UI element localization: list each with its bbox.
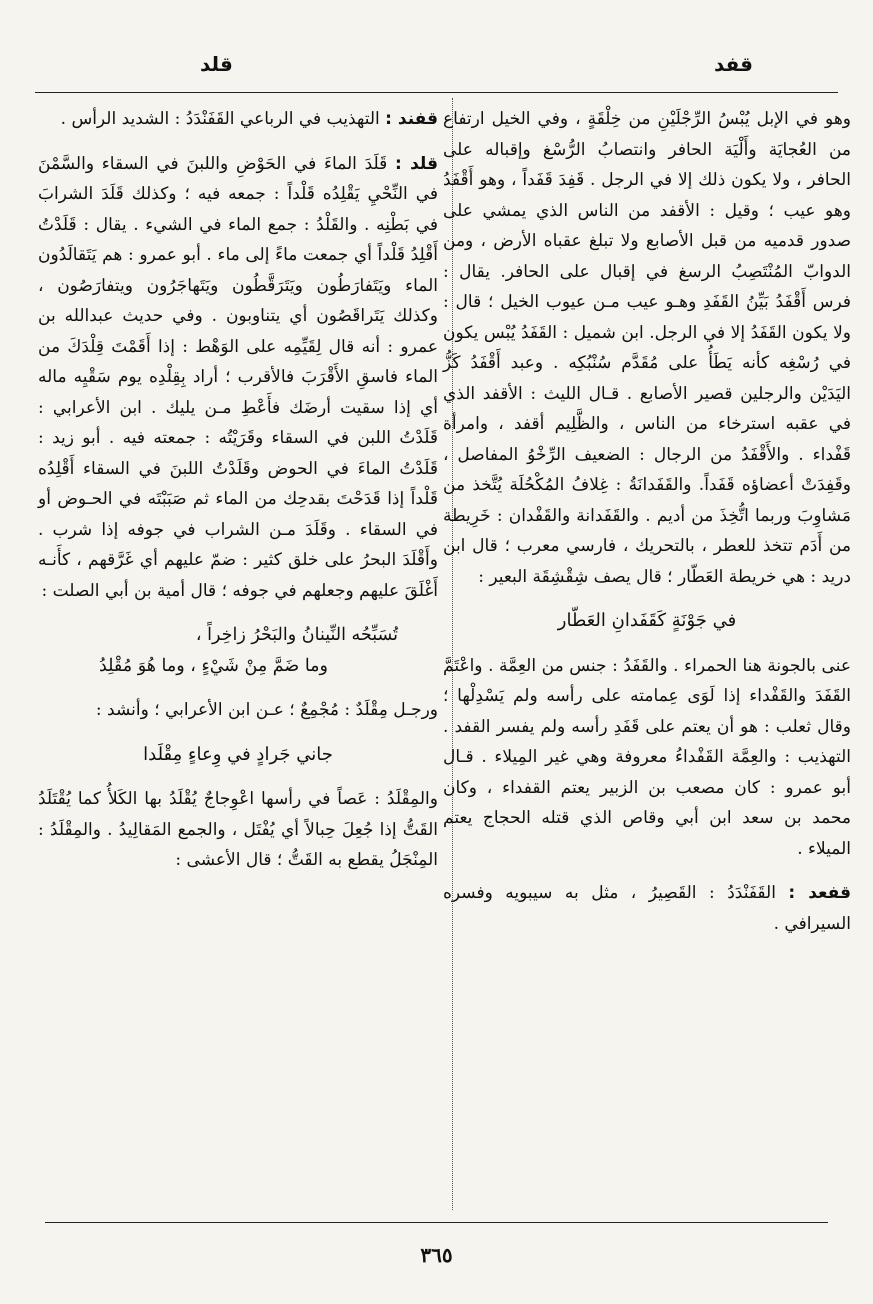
verse-umayya-line2: وما ضَمَّ مِنْ شَيْءٍ ، وما هُوَ مُقْلِدُ (98, 655, 328, 676)
headword-qafand: قفند : (385, 109, 438, 129)
entry-qafand-body: التهذيب في الرباعي القَفَنْدَدُ : الشديد الرأس . (60, 109, 386, 129)
verse-umayya-line1: تُسَبِّحُه النِّينانُ والبَحْرُ زاخِراً ، (195, 625, 398, 645)
left-column (38, 104, 438, 890)
verse-jarad: جاني جَرادٍ في وِعاءٍ مِقْلَدا (143, 743, 333, 765)
entry-qafand (38, 104, 438, 135)
running-head-left: قلد (200, 52, 233, 76)
entry-qalad-body: قَلَدَ الماءَ في الحَوْضِ واللبنَ في السقاء والسَّمْنَ في النِّحْيِ يَقْلِدُه قَلْداً : جمعه فيه ؛ وكذلك قَلَدَ الشرابَ في بَطْنِه . والقَلْدُ : جمع الماء في الشيء . يقال : قَلَدْتُ أَقْلِدُ قَلْداً أي جمعت ماءً إلى ماء . أبو عمرو : هم يَتَقالَدُون الماء ويَتَفارَطُون ويَتَرَقَّطُون ويَتَهاجَرُون ويتفارَصُون ، وكذلك يَتَراقَصُون أي يتناوبون . وفي حديث عبدالله بن عمرو : أنه قال لِقَيِّمِه على الوَهْط : إذا أَقَمْتَ قِلْدَكَ من الماء فاسقِ الأَقْرَبَ فالأقرب ؛ أراد بِقِلْدِه يوم سَقْيِه ماله أي إذا سقيت أرضَك فأَعْطِ مـن يليك . ابن الأعرابي : قَلَدْتُ اللبن في السقاء وقَرَيْتُه : جمعته فيه . أبو زيد : قَلَدْتُ الماءَ في الحوض وقَلَدْتُ اللبنَ في السقاء أَقْلِدُه قَلْداً إذا قَدَحْتَ بقدحِك من الماء ثم صَبَبْتَه في الحـوض أو في السقاء . وقَلَدَ مـن الشراب في جوفه إذا شرب . وأَقْلَدَ البحرُ على خلق كثير : ضمّ عليهم أي غَرَّقهم ، كأَنـه أَغْلَقَ عليهم وجعلهم في جوفه ؛ قال أمية بن أبي الصلت : (38, 153, 438, 601)
entry-qafad-2 (443, 878, 851, 939)
entry-miqlad-stick: والمِقْلَدُ : عَصاً في رأسها اعْوِجاجٌ يُقْلَدُ بها الكَلأُ كما يُقْتَلَدُ القَتُّ إذا جُعِلَ حِبالاً أي يُفْتَل ، والجمع المَقالِيدُ . والمِقْلَدُ : المِنْجَلُ يقطع به القَتُّ ؛ قال الأعشى : (38, 789, 439, 870)
verse-umayya (38, 620, 438, 681)
verse-qafadan: في جَوْنَةٍ كَقَفَدانِ العَطّار (557, 610, 737, 631)
footer-rule (45, 1222, 828, 1223)
entry-qalad (38, 149, 438, 607)
right-column (443, 104, 851, 953)
headword-qafad: قفعد : (788, 883, 851, 903)
header-rule (35, 92, 838, 93)
entry-qafad-2-body: القَفَنْدَدُ : القَصِيرُ ، مثل به سيبويه وفسره السيرافي . (443, 883, 851, 934)
entry-qafad-text: وهو في الإبل يُبْسُ الرِّجْلَيْنِ من خِلْقَةٍ ، وفي الخيل ارتفاع من العُجايَة وأَلْيَة الحافر وانتصابُ الرُّسْغ وإقباله على الحافر ، ولا يكون ذلك إلا في الرجل . قَفِدَ قَفَداً ، وهو أَقْفَدُ وهو عيب ؛ وقيل : الأقفد من الناس الذي يمشي على صدور قدميه من قبل الأصابع ولا تبلغ عقباه الأرض ، ومن الدوابّ المُنْتَصِبُ الرسغ في إقبال على الحافر. يقال : فرس أَقْفَدُ بَيِّنُ القَفَدِ وهـو عيب مـن عيوب الخيل ؛ قال : ولا يكون القَفَدُ إلا في الرجل. ابن شميل : القَفَدُ يُبْس يكون في رُسْغِه كأنه يَطَأُ على مُقَدَّم سُنْبُكِه . وعبد أَقْفَدُ كَزُّ اليَدَيْن والرجلين قصير الأصابع . قـال الليث : الأقفد الذي في عقبه استرخاء من الناس ، والظَّلِيم أقفد ، وامرأة قَفْداء . والأَقْفَدُ من الرجال : الضعيف الرِّخْوُ المفاصل ، وقَفِدَتْ أعضاؤه قَفَداً. والقَفَدانَةُ : غِلافُ المُكْحُلَة يُتَّخذ من مَشاوِبَ وربما اتُّخِذَ من أديم . والقَفَدانة والقَفْدان : خَرِيطة من أَدَم تتخذ للعطر ، بالتحريك ، فارسي معرب ؛ قال ابن دريد : هي خريطة العَطّار ؛ قال يصف شِقْشِقَة البعير : (443, 109, 851, 587)
entry-miqlad: ورجـل مِقْلَدٌ : مُجْمِعٌ ؛ عـن ابن الأعرابي ؛ وأنشد : (95, 700, 438, 720)
headword-qalad: قلد : (395, 153, 438, 174)
page-number: ٣٦٥ (420, 1243, 453, 1267)
entry-qafad-cont: عنى بالجونة هنا الحمراء . والقَفَدُ : جنس من العِمَّة . واعْتَمَّ القَفَدَ والقَفْداء إذا لَوَى عِمامته على رأسه ولم يَسْدِلْها ؛ وقال ثعلب : هو أن يعتم على قَفَدِ رأسه ولم يفسر القفد . التهذيب : والعِمَّة القَفْداءُ معروفة وهي غير المِيلاء . قـال أبو عمرو : كان مصعب بن الزبير يعتم القفداء ، وكان محمد بن سعد ابن أبي وقاص الذي قتله الحجاج يعتم الميلاء . (443, 655, 851, 859)
running-head-right: قفد (713, 52, 753, 76)
